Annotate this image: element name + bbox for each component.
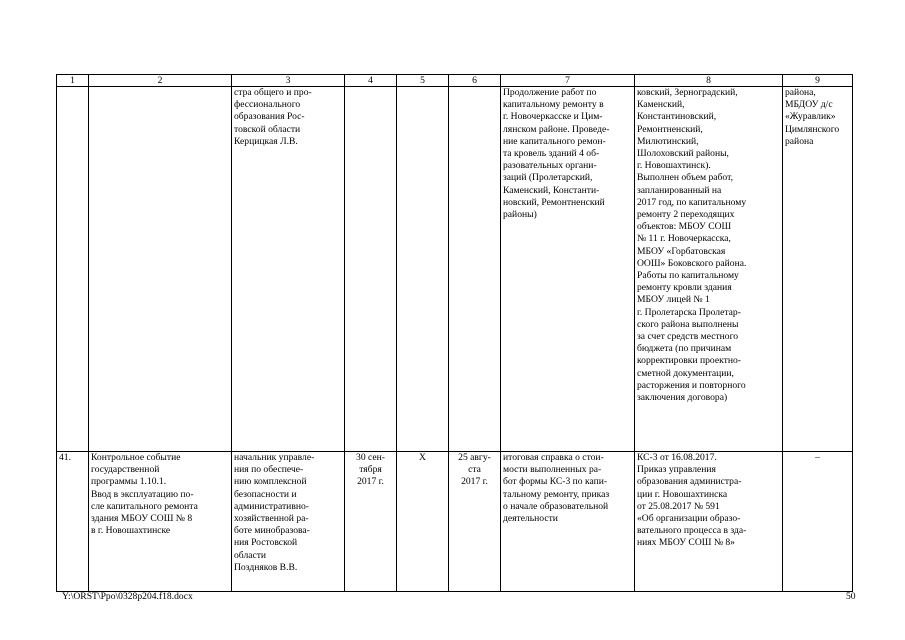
header-cell-4: 4 xyxy=(345,75,397,87)
header-cell-7: 7 xyxy=(501,75,635,87)
document-table xyxy=(56,74,853,592)
cell-planned-date xyxy=(345,87,397,452)
header-cell-6: 6 xyxy=(449,75,501,87)
cell-result: итоговая справка о стои- мости выполненных ра- бот формы КС-3 по капи- тальному ремонту, приказ о начале образовательной деятельности xyxy=(501,452,635,592)
header-cell-9: 9 xyxy=(783,75,853,87)
cell-documents: ковский, Зерноградский, Каменский, Константиновский, Ремонтненский, Милютинский, Шолоховский районы, г. Новошахтинск). Выполнен объем работ, запланированный на 2017 год, по капитальному ремонту 2 переходящих объектов: МБОУ СОШ № 11 г. Новочеркасска, МБОУ «Горбатовская ООШ» Боковского района. Работы по капитальному ремонту кровли здания МБОУ лицей № 1 г. Пролетарска Пролетар- ского района выполнены за счет средств местного бюджета (по причинам корректировки проектно- сметной документации, расторжения и повторного заключения договора) xyxy=(635,87,783,452)
cell-col5: Х xyxy=(397,452,449,592)
table-header-row xyxy=(57,75,853,87)
table-row-41 xyxy=(57,452,853,592)
cell-planned-date: 30 сен- тября 2017 г. xyxy=(345,452,397,592)
cell-responsible: стра общего и про- фессионального образования Рос- товской области Керцицкая Л.В. xyxy=(232,87,345,452)
header-cell-1: 1 xyxy=(57,75,89,87)
cell-event-name xyxy=(89,87,232,452)
cell-notes: района, МБДОУ д/с «Журавлик» Цимлянского района xyxy=(783,87,853,452)
footer-file-path: Y:\ORST\Ppo\0328p204.f18.docx xyxy=(62,591,193,602)
header-cell-8: 8 xyxy=(635,75,783,87)
cell-event-name: Контрольное событие государственной программы 1.10.1. Ввод в эксплуатацию по- сле капитального ремонта здания МБОУ СОШ № 8 в г. Новошахтинске xyxy=(89,452,232,592)
page-number: 50 xyxy=(846,591,856,602)
cell-actual-date xyxy=(449,87,501,452)
table-row-continuation xyxy=(57,87,853,452)
header-cell-3: 3 xyxy=(232,75,345,87)
cell-documents: КС-3 от 16.08.2017. Приказ управления образования администра- ции г. Новошахтинска от 25.08.2017 № 591 «Об организации образо- вательного процесса в зда- ниях МБОУ СОШ № 8» xyxy=(635,452,783,592)
cell-result: Продолжение работ по капитальному ремонту в г. Новочеркасске и Цим- лянском районе. Проведе- ние капитального ремон- та кровель зданий 4 об- разовательных органи- заций (Пролетарский, Каменский, Константи- новский, Ремонтненский районы) xyxy=(501,87,635,452)
cell-responsible: начальник управле- ния по обеспече- нию комплексной безопасности и административно- хозяйственной ра- боте минобразова- ния Ростовской области Поздняков В.В. xyxy=(232,452,345,592)
cell-col5 xyxy=(397,87,449,452)
cell-notes: – xyxy=(783,452,853,592)
cell-number: 41. xyxy=(57,452,89,592)
cell-number xyxy=(57,87,89,452)
header-cell-5: 5 xyxy=(397,75,449,87)
cell-actual-date: 25 авгу- ста 2017 г. xyxy=(449,452,501,592)
header-cell-2: 2 xyxy=(89,75,232,87)
